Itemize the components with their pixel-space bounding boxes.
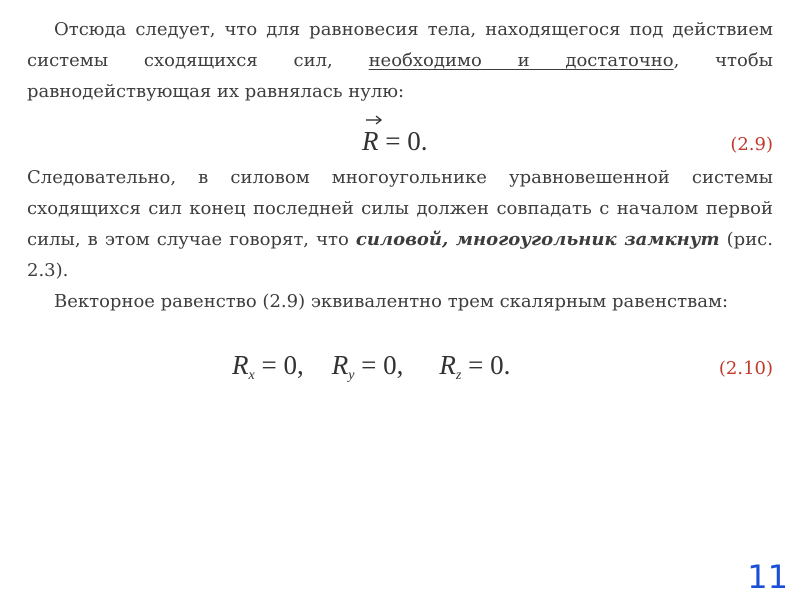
term-rx-sub: x [248,368,255,383]
equation-2-10 [232,350,510,381]
emphasis-phrase: силовой, многоугольник замкнут [355,229,720,250]
term-rx-rhs: = 0, [254,350,304,380]
paragraph2-text-start: Следовательно, в силовом многоугольнике уравновешенной системы сходящихся сил конец последней силы должен совпадать с началом первой силы, в этом случае говорят, что [27,167,773,250]
term-rz-rhs: = 0. [461,350,511,380]
paragraph2-text-end: (рис. 2.3). [27,229,773,281]
paragraph-scalar-equations [27,286,773,317]
paragraph3-text: Векторное равенство (2.9) эквивалентно трем скалярным равенствам: [54,291,729,312]
paragraph1-text-end: , чтобы равнодействующая их равнялась нулю: [27,50,773,102]
term-ry-symbol: R [331,350,349,380]
term-rx [232,350,304,383]
term-rx-symbol: R [232,350,249,380]
term-ry-sub: y [348,368,355,383]
term-rz [439,350,511,383]
term-ry [331,350,404,383]
paragraph1-text-start: Отсюда следует, что для равновесия тела, находящегося под действием системы сходящихся сил, [27,19,773,71]
vector-arrow-icon [365,115,383,125]
term-ry-rhs: = 0, [354,350,404,380]
term-rz-sub: z [455,368,462,383]
vector-r-symbol: R [362,126,379,156]
underlined-phrase: необходимо и достаточно [368,50,674,71]
page-number: 11 [747,558,788,596]
equation-2-9 [362,126,427,157]
equation-number-2-10: (2.10) [718,358,773,379]
paragraph-force-polygon [27,162,773,286]
equation-number-2-9: (2.9) [730,134,773,155]
term-rz-symbol: R [439,350,456,380]
vector-r [362,126,379,157]
paragraph-equilibrium-condition [27,14,773,107]
equation-2-9-rhs: = 0. [378,126,428,156]
